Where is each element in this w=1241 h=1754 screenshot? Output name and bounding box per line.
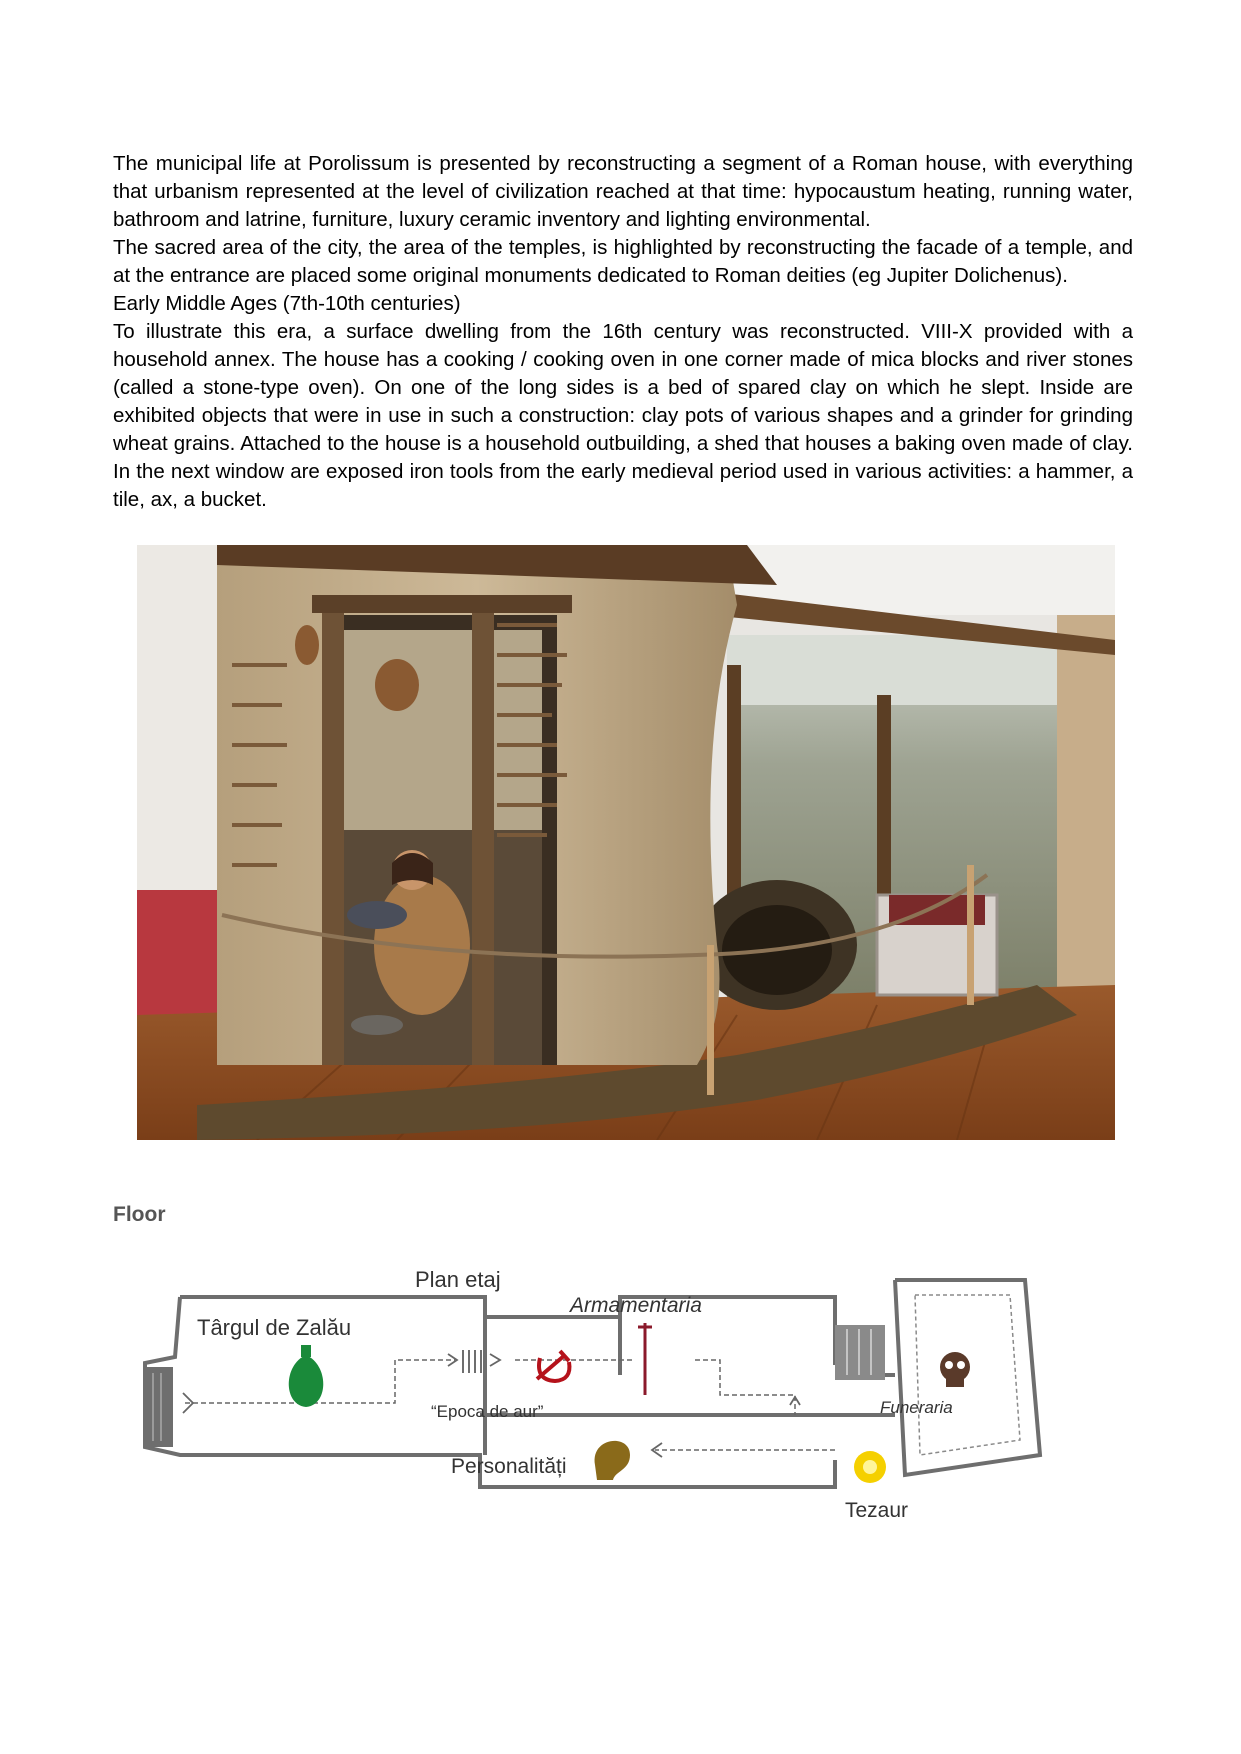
vase-icon [289, 1345, 324, 1407]
head-icon [595, 1441, 630, 1480]
hammer-sickle-icon [537, 1351, 569, 1381]
treasure-icon [854, 1451, 886, 1483]
plan-title: Plan etaj [415, 1267, 501, 1292]
label-tezaur: Tezaur [845, 1499, 909, 1522]
label-personalitati: Personalități [451, 1455, 567, 1478]
section-heading-early-middle-ages: Early Middle Ages (7th-10th centuries) [113, 292, 461, 315]
label-armamentaria: Armamentaria [570, 1294, 702, 1317]
stairs-right [835, 1325, 885, 1380]
label-epoca-de-aur: “Epoca de aur” [431, 1402, 544, 1421]
stairs-left [143, 1367, 173, 1447]
stairs-middle [463, 1350, 481, 1373]
paragraph-surface-dwelling: To illustrate this era, a surface dwelling from the 16th century was reconstructed. VIII-X provided with a household annex. The house has a cooking / cooking oven in one corner made of mica blocks and river stones (called a stone-type oven). On one of the long sides is a bed of spared clay on which he slept. Inside are exhibited objects that were in use in such a construction: clay pots of various shapes and a grinder for grinding wheat grains. Attached to the house is a household outbuilding, a shed that houses a baking oven made of clay. In the next window are exposed iron tools from the early medieval period used in various activities: a hammer, a tile, ax, a bucket. [113, 320, 1133, 511]
floor-heading: Floor [113, 1203, 166, 1226]
paragraph-municipal-life: The municipal life at Porolissum is presented by reconstructing a segment of a Roman house, with everything that urbanism represented at the level of civilization reached at that time: hypocaustum heating, running water, bathroom and latrine, furniture, luxury ceramic inventory and lighting environmental. [113, 152, 1133, 231]
label-funeraria: Funeraria [880, 1398, 953, 1417]
paragraph-sacred-area: The sacred area of the city, the area of the temples, is highlighted by reconstructing the facade of a temple, and at the entrance are placed some original monuments dedicated to Roman deities (eg Jupiter Dolichenus). [113, 236, 1133, 287]
skull-icon [940, 1352, 970, 1387]
museum-dwelling-photo [137, 545, 1115, 1140]
sword-icon [638, 1323, 652, 1395]
floor-plan [135, 1255, 1045, 1535]
body-text [113, 150, 1133, 514]
label-targul-de-zalau: Târgul de Zalău [197, 1315, 352, 1340]
